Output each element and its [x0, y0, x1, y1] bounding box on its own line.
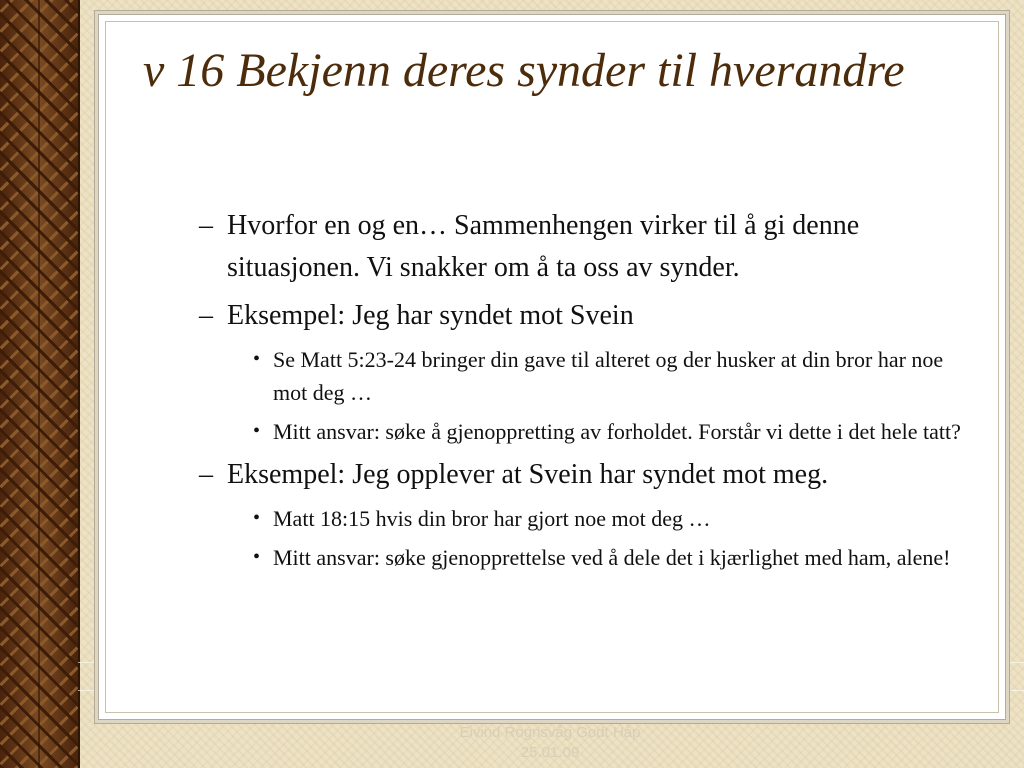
sub-list-item [189, 502, 969, 535]
bullet-marker: • [253, 420, 261, 442]
slide-content [189, 205, 969, 580]
sub-list-item [189, 343, 969, 409]
dash-marker: – [199, 210, 213, 241]
list-item [189, 205, 969, 289]
list-item-text: Eksempel: Jeg har syndet mot Svein [227, 300, 634, 331]
sub-list-item [189, 415, 969, 448]
sub-list-item-text: Matt 18:15 hvis din bror har gjort noe mot deg … [273, 506, 711, 531]
strip-divider [38, 0, 40, 768]
footer-author: Eivind Rognsvåg Godt Håp [459, 724, 641, 741]
list-item [189, 295, 969, 337]
list-item [189, 454, 969, 496]
sub-list-item [189, 541, 969, 574]
dash-marker: – [199, 300, 213, 331]
sub-list-item-text: Mitt ansvar: søke å gjenoppretting av forholdet. Forstår vi dette i det hele tatt? [273, 419, 961, 444]
slide-footer [400, 723, 700, 763]
slide-frame [98, 14, 1006, 720]
bullet-marker: • [253, 348, 261, 370]
bullet-marker: • [253, 507, 261, 529]
list-item-text: Eksempel: Jeg opplever at Svein har syndet mot meg. [227, 459, 829, 490]
bullet-marker: • [253, 546, 261, 568]
footer-date: 25.01.09 [520, 744, 580, 761]
dash-marker: – [199, 459, 213, 490]
left-decorative-strip [0, 0, 80, 768]
slide-title: v 16 Bekjenn deres synder til hverandre [143, 44, 905, 97]
sub-list-item-text: Mitt ansvar: søke gjenopprettelse ved å dele det i kjærlighet med ham, alene! [273, 545, 951, 570]
sub-list-item-text: Se Matt 5:23-24 bringer din gave til alteret og der husker at din bror har noe mot deg … [273, 347, 944, 405]
list-item-text: Hvorfor en og en… Sammenhengen virker til å gi denne situasjonen. Vi snakker om å ta oss av synder. [227, 210, 860, 283]
